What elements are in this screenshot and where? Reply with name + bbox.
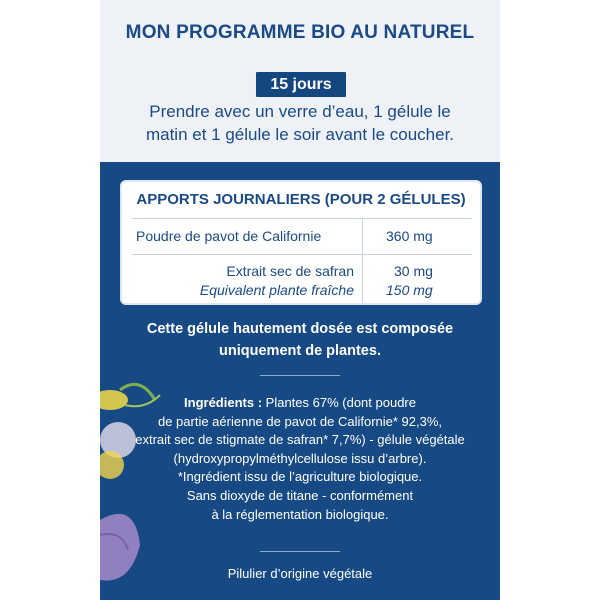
instructions-line-1: Prendre avec un verre d’eau, 1 gélule le [149,102,451,121]
table-column-divider [362,218,363,303]
table-cell-name: Equivalent plante fraîche [199,282,354,298]
dosage-instructions [110,100,490,146]
table-cell-value: 30 mg [394,263,433,279]
ingredients-line: Plantes 67% (dont poudre [265,395,416,410]
ingredients-line: de partie aérienne de pavot de Californie* 92,3%, [157,413,443,429]
table-cell-value: 150 mg [386,282,433,298]
table-cell-name: Extrait sec de safran [226,263,354,279]
program-title: MON PROGRAMME BIO AU NATUREL [125,22,475,43]
daily-intake-table [120,180,482,305]
footer-note: Pilulier d’origine végétale [227,566,373,581]
table-divider [132,254,472,255]
ingredients-line: à la réglementation biologique. [211,506,389,522]
claim-line-1: Cette gélule hautement dosée est composée [146,321,454,337]
claim-line-2: uniquement de plantes. [219,343,381,359]
duration-badge: 15 jours [256,72,346,97]
table-cell-value: 360 mg [386,228,433,244]
instructions-line-2: matin et 1 gélule le soir avant le coucher. [145,125,455,144]
ingredients-line: (hydroxypropylméthylcellulose issu d’arbre). [173,450,427,466]
section-divider [260,375,340,376]
table-header: APPORTS JOURNALIERS (POUR 2 GÉLULES) [136,191,466,208]
table-divider [132,218,472,219]
ingredients-line: *Ingrédient issu de l’agriculture biologique. [177,469,423,485]
table-cell-name: Poudre de pavot de Californie [136,228,322,244]
ingredients-label: Ingrédients : [184,395,263,410]
ingredients-line: Sans dioxyde de titane - conformément [186,487,414,503]
section-divider [260,551,340,552]
ingredients-line: extrait sec de stigmate de safran* 7,7%) - gélule végétale [135,432,465,448]
ingredients-list [125,394,475,524]
composition-claim [110,318,490,362]
